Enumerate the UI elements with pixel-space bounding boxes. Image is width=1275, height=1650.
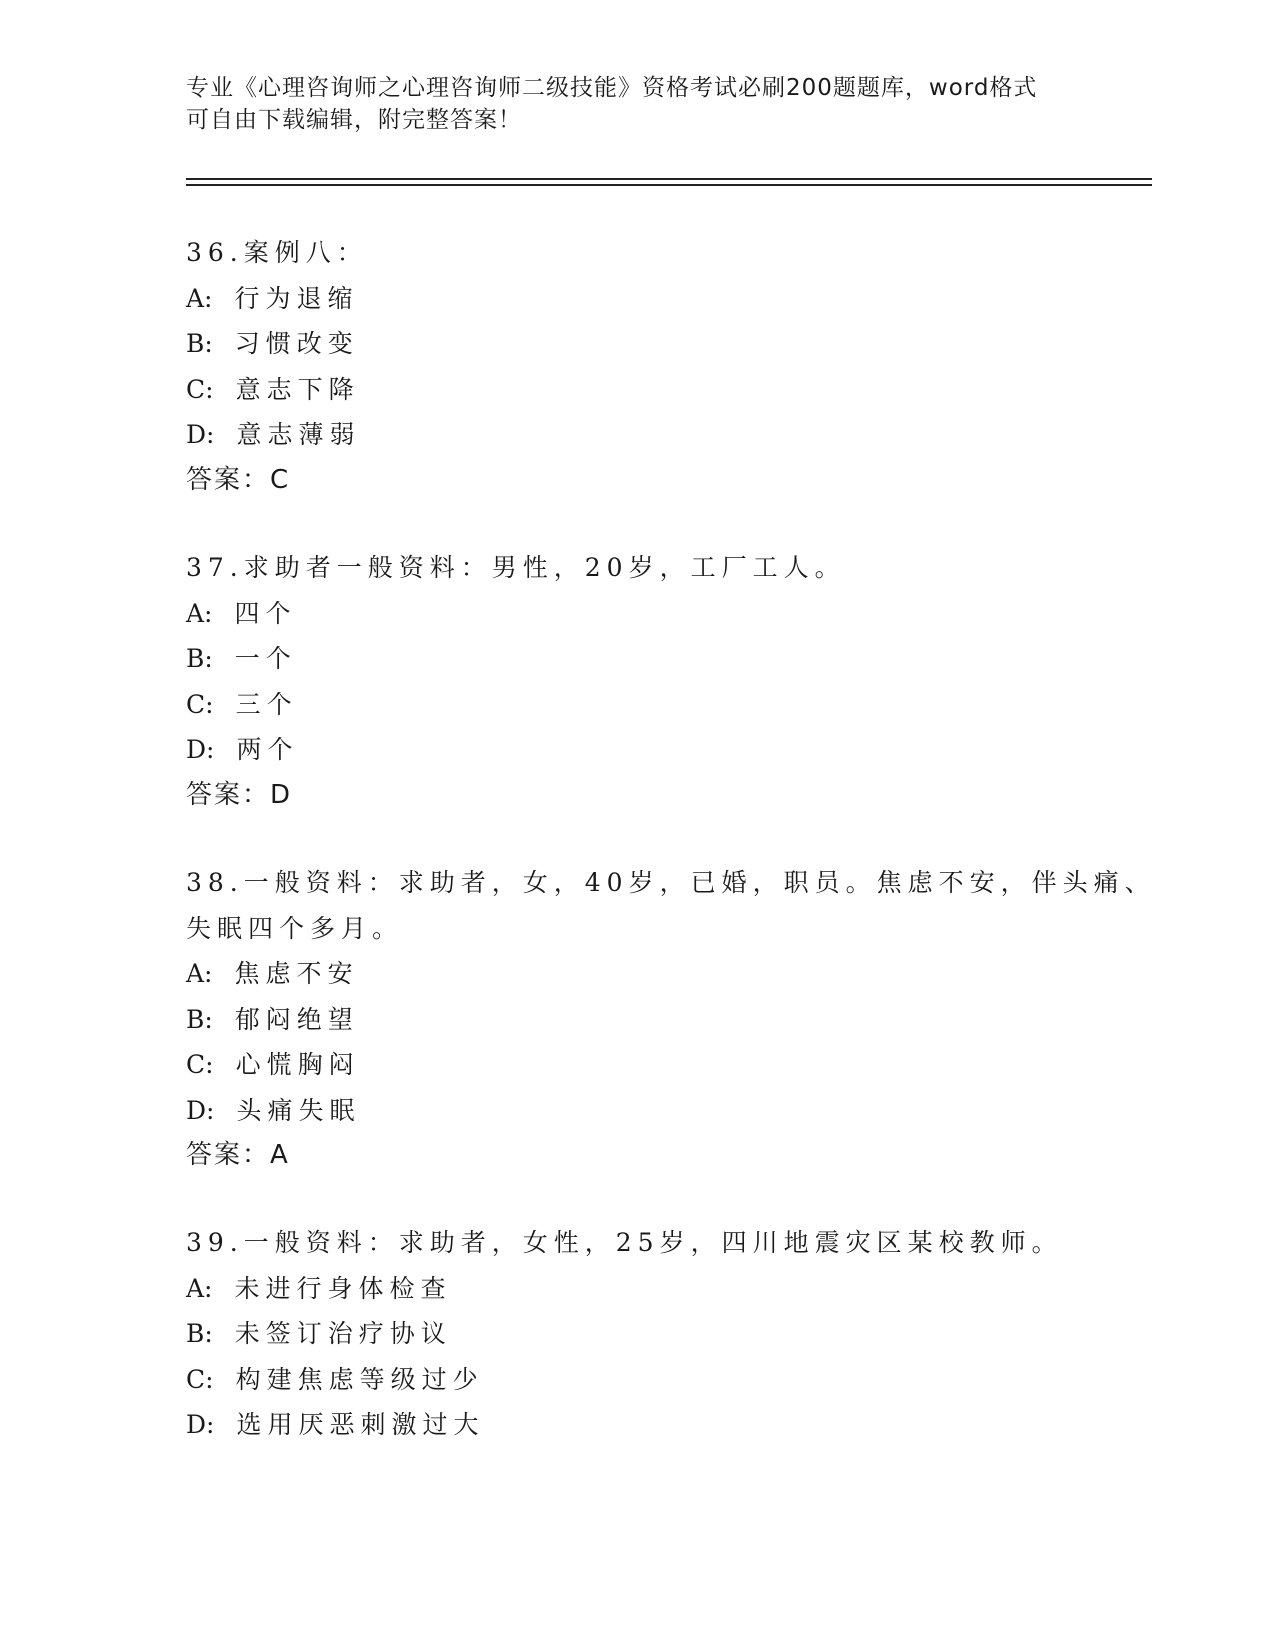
option-letter: D: (186, 1410, 215, 1439)
header-rule-bottom (186, 184, 1152, 186)
option-text: 头痛失眠 (236, 1095, 361, 1125)
option-b (186, 1311, 1086, 1357)
option-letter: D: (186, 420, 215, 449)
question-stem-continued: 失眠四个多月。 (186, 913, 404, 943)
option-text: 一个 (234, 644, 297, 673)
option-letter: B: (186, 644, 213, 673)
option-text: 焦虑不安 (234, 959, 359, 988)
option-d (186, 1088, 1086, 1134)
option-text: 构建焦虑等级过少 (235, 1364, 484, 1394)
question-37 (186, 545, 1086, 818)
option-text: 未签订治疗协议 (234, 1319, 452, 1348)
question-stem: 37.求助者一般资料：男性，20岁，工厂工人。 (186, 553, 846, 582)
option-text: 行为退缩 (234, 283, 359, 313)
option-letter: A: (186, 1273, 213, 1303)
option-letter: B: (186, 329, 213, 358)
option-text: 意志下降 (235, 374, 360, 404)
question-38 (186, 860, 1156, 1179)
option-c (186, 1042, 1086, 1088)
option-letter: C: (186, 374, 214, 404)
option-letter: C: (186, 1050, 214, 1079)
header-rule-top (186, 178, 1152, 180)
option-b (186, 997, 1086, 1043)
option-text: 两个 (236, 735, 299, 764)
option-a (186, 591, 1086, 637)
option-text: 四个 (234, 598, 297, 628)
option-letter: D: (186, 735, 215, 764)
option-a (186, 276, 1086, 322)
header-line-2: 可自由下载编辑，附完整答案！ (186, 107, 522, 133)
question-39 (186, 1220, 1086, 1448)
option-a (186, 1266, 1086, 1312)
option-text: 习惯改变 (234, 329, 359, 358)
question-36 (186, 230, 1086, 503)
option-letter: A: (186, 283, 213, 313)
document-header (186, 72, 1086, 136)
option-letter: D: (186, 1095, 215, 1125)
option-text: 郁闷绝望 (234, 1004, 359, 1034)
option-c (186, 1357, 1086, 1403)
option-text: 三个 (235, 689, 298, 719)
option-d (186, 727, 1086, 773)
option-letter: A: (186, 959, 213, 988)
option-b (186, 636, 1086, 682)
question-stem: 39.一般资料：求助者，女性，25岁，四川地震灾区某校教师。 (186, 1228, 1063, 1257)
option-letter: B: (186, 1319, 213, 1348)
option-text: 选用厌恶刺激过大 (236, 1410, 485, 1439)
option-text: 未进行身体检查 (234, 1273, 452, 1303)
answer-label: 答案：D (186, 779, 293, 810)
option-b (186, 321, 1086, 367)
option-letter: C: (186, 689, 214, 719)
option-text: 心慌胸闷 (235, 1050, 360, 1079)
option-text: 意志薄弱 (236, 420, 361, 449)
option-letter: B: (186, 1004, 213, 1034)
option-c (186, 367, 1086, 413)
question-stem: 38.一般资料：求助者，女，40岁，已婚，职员。焦虑不安，伴头痛、 (186, 868, 1156, 897)
option-letter: C: (186, 1364, 214, 1394)
option-letter: A: (186, 598, 213, 628)
answer-label: 答案：C (186, 464, 291, 495)
answer-label: 答案：A (186, 1140, 290, 1170)
option-a (186, 951, 1086, 997)
question-stem: 36.案例八： (186, 238, 368, 267)
option-d (186, 412, 1086, 458)
option-c (186, 682, 1086, 728)
header-line-1: 专业《心理咨询师之心理咨询师二级技能》资格考试必刷200题题库，word格式 (186, 75, 1038, 101)
option-d (186, 1402, 1086, 1448)
